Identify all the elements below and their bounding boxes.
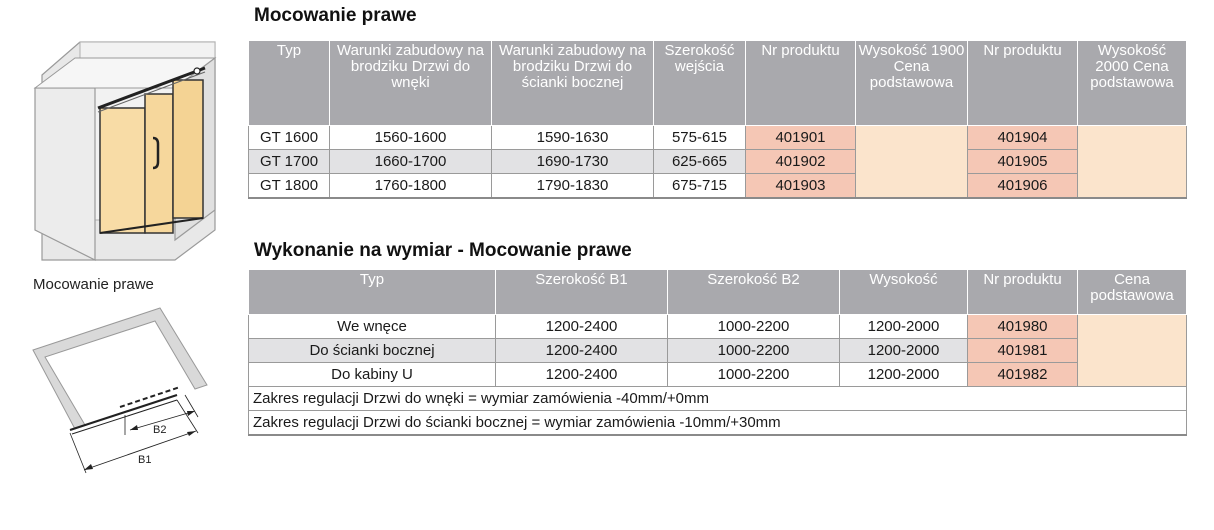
cell-price-1900: [856, 126, 968, 199]
note-scianka: Zakres regulacji Drzwi do ścianki bocznej = wymiar zamówienia -10mm/+30mm: [249, 411, 1187, 436]
cell-nr-produktu: 401980: [968, 315, 1078, 339]
cell-wneka: 1660-1700: [330, 150, 492, 174]
cell-b1: 1200-2400: [496, 339, 668, 363]
table2-title: Wykonanie na wymiar - Mocowanie prawe: [254, 240, 632, 261]
cell-nr-produktu: 401905: [968, 150, 1078, 174]
table-row: [249, 315, 1187, 339]
th-nr-produktu: Nr produktu: [968, 270, 1078, 315]
cell-price-2000: [1078, 126, 1187, 199]
cell-typ: GT 1600: [249, 126, 330, 150]
cell-b2: 1000-2200: [668, 339, 840, 363]
cell-b1: 1200-2400: [496, 315, 668, 339]
cell-b1: 1200-2400: [496, 363, 668, 387]
th-nr-produktu-1900: Nr produktu: [746, 41, 856, 126]
cell-wneka: 1560-1600: [330, 126, 492, 150]
table-row: [249, 126, 1187, 150]
th-typ: Typ: [249, 41, 330, 126]
note-wneka: Zakres regulacji Drzwi do wnęki = wymiar zamówienia -40mm/+0mm: [249, 387, 1187, 411]
cell-b2: 1000-2200: [668, 363, 840, 387]
th-wysokosc: Wysokość: [840, 270, 968, 315]
cell-typ: GT 1700: [249, 150, 330, 174]
plan-view-diagram: [30, 305, 215, 475]
product-table-custom: [248, 269, 1187, 436]
table2-header-row: [249, 270, 1187, 315]
note-row: [249, 411, 1187, 436]
table-row: [249, 174, 1187, 199]
table1-header-row: [249, 41, 1187, 126]
th-nr-produktu-2000: Nr produktu: [968, 41, 1078, 126]
cell-typ: GT 1800: [249, 174, 330, 199]
th-typ: Typ: [249, 270, 496, 315]
cell-szerokosc: 675-715: [654, 174, 746, 199]
label-b1: B1: [138, 454, 152, 466]
cell-scianka: 1590-1630: [492, 126, 654, 150]
cell-nr-produktu: 401902: [746, 150, 856, 174]
th-szerokosc-wejscia: Szerokość wejścia: [654, 41, 746, 126]
label-b2: B2: [153, 424, 167, 436]
cell-b2: 1000-2200: [668, 315, 840, 339]
cell-nr-produktu: 401906: [968, 174, 1078, 199]
cell-nr-produktu: 401904: [968, 126, 1078, 150]
cell-price: [1078, 315, 1187, 387]
table-row: [249, 150, 1187, 174]
th-cena-1900: Wysokość 1900 Cena podstawowa: [856, 41, 968, 126]
cell-wysokosc: 1200-2000: [840, 363, 968, 387]
cell-typ: Do ścianki bocznej: [249, 339, 496, 363]
note-row: [249, 387, 1187, 411]
cell-typ: Do kabiny U: [249, 363, 496, 387]
th-szerokosc-b1: Szerokość B1: [496, 270, 668, 315]
cell-typ: We wnęce: [249, 315, 496, 339]
th-cena-podstawowa: Cena podstawowa: [1078, 270, 1187, 315]
product-table-standard: [248, 40, 1187, 199]
illustration-caption: Mocowanie prawe: [33, 276, 154, 293]
cell-szerokosc: 575-615: [654, 126, 746, 150]
cell-nr-produktu: 401982: [968, 363, 1078, 387]
th-szerokosc-b2: Szerokość B2: [668, 270, 840, 315]
cell-wysokosc: 1200-2000: [840, 315, 968, 339]
cell-nr-produktu: 401981: [968, 339, 1078, 363]
th-warunki-scianka: Warunki zabudowy na brodziku Drzwi do ścianki bocznej: [492, 41, 654, 126]
cell-wneka: 1760-1800: [330, 174, 492, 199]
table-row: [249, 363, 1187, 387]
cell-wysokosc: 1200-2000: [840, 339, 968, 363]
cell-nr-produktu: 401903: [746, 174, 856, 199]
cell-scianka: 1790-1830: [492, 174, 654, 199]
cell-scianka: 1690-1730: [492, 150, 654, 174]
table1-title: Mocowanie prawe: [254, 5, 417, 26]
cell-nr-produktu: 401901: [746, 126, 856, 150]
shower-door-3d-illustration: [20, 20, 235, 285]
th-cena-2000: Wysokość 2000 Cena podstawowa: [1078, 41, 1187, 126]
table-row: [249, 339, 1187, 363]
cell-szerokosc: 625-665: [654, 150, 746, 174]
th-warunki-wneka: Warunki zabudowy na brodziku Drzwi do wnęki: [330, 41, 492, 126]
